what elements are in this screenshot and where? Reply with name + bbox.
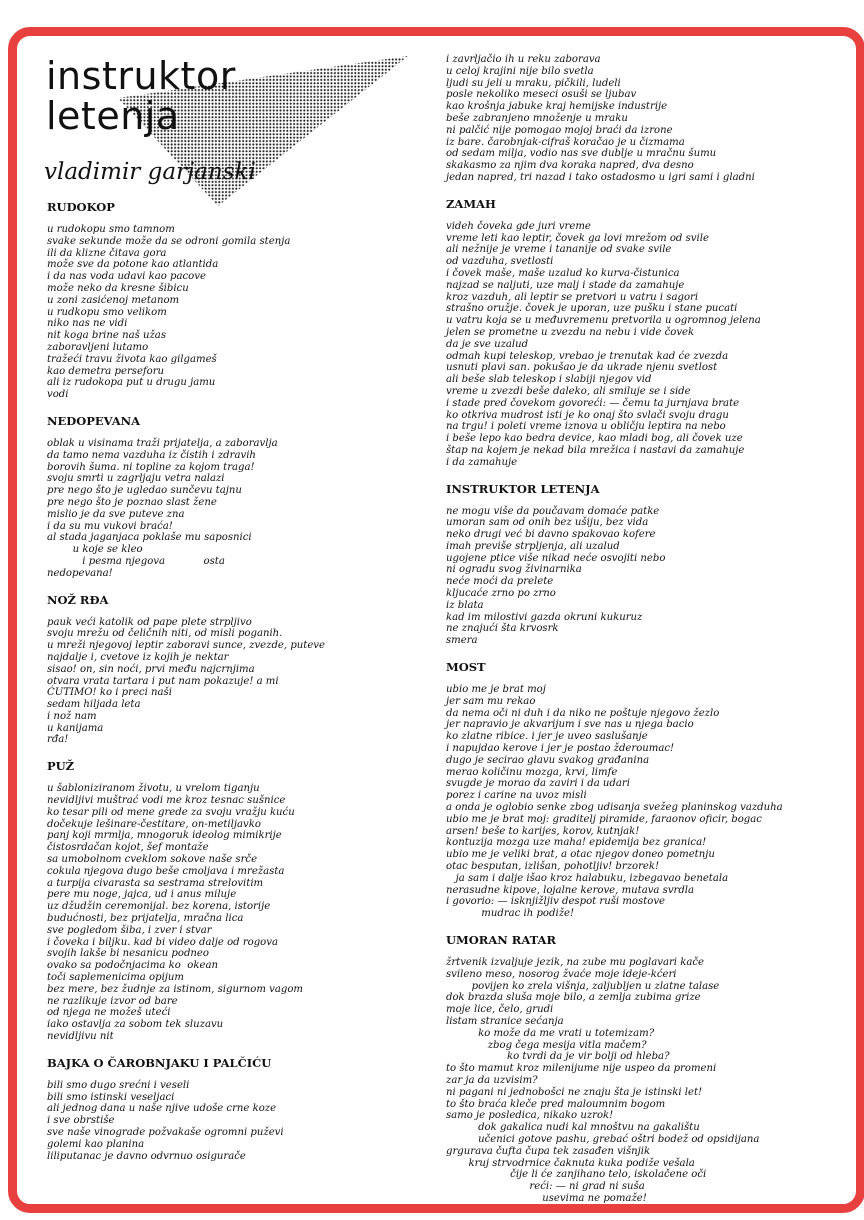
poem-body [47,438,325,580]
poem-line: može neko da kresne šibicu [47,282,189,294]
poem-line: nit koga brine naš užas [47,330,166,342]
poem-line: vreme leti kao leptir, čovek ga lovi mrežom od svile [446,232,709,244]
poem-line: ko tvrdi da je vir bolji od hleba? [446,1051,670,1063]
poem-line: ĆUTIMO! ko i preci naši [47,687,172,699]
poem-line: arsen! beše to karijes, korov, kutnjak! [446,825,640,837]
poem-line: i zavrljačio ih u reku zaborava [446,54,601,65]
poem-line: da tamo nema vazduha iz čistih i zdravih [47,449,256,461]
poem-line: kroz vazduh, ali leptir se pretvori u vatru i sagori [446,291,699,303]
poem-line: od vazduha, svetlosti [446,256,554,268]
poem-line: sve pogledom šiba, i zver i stvar [47,924,212,936]
poem-body [446,506,783,648]
poem-line: jer sam mu rekao [446,695,536,707]
poem-line: kontuzija mozga uze maha! epidemija bez granica! [446,837,707,849]
poem-line: ubio me je brat moj [446,684,546,696]
poem-title: UMORAN RATAR [446,933,557,947]
poem-line: ni palčić nije pomogao mojoj braći da izrone [446,124,673,136]
poem-line: ali beše slab teleskop i slabiji njegov vid [446,374,652,386]
poem-line: štap na kojem je nekad bila mrežica i nastavi da zamahuje [446,444,745,456]
poem-title: PUŽ [47,759,75,774]
poem-line: vreme u zvezdi beše daleko, ali smiluje se i side [446,385,691,397]
poem-line: strašno oružje. čovek je uporan, uze pušku i stane pucati [446,303,738,315]
poem-line: u šabloniziranom životu, u vrelom tiganju [47,783,260,795]
poem-line: iz blata [446,599,484,611]
poem-title: BAJKA O ČAROBNJAKU I PALČIĆU [47,1055,272,1070]
poem-body [446,957,783,1205]
poem-line: dočekuje lešinare-čestitare, on-metiljavko [47,818,261,830]
poem-line: od njega ne možeš uteći [47,1007,171,1019]
poem-line: nedopevana! [47,567,113,579]
poem-line: svoju smrti u zagrljaju vetra nalazi [47,473,225,485]
poem-line: svileno meso, nosorog žvaće moje ideje-kćeri [446,968,677,980]
poem-line: oblak u visinama traži prijatelja, a zaboravlja [47,437,278,449]
poem-line: samo je posledica, nikako uzrok! [446,1110,614,1122]
poem-line: umoran sam od onih bez ušiju, bez vida [446,517,649,529]
poem-line: žrtvenik izvaljuje jezik, na zube mu poglavari kače [446,957,705,968]
title-line-2: letenja [46,94,180,138]
poem-line: iako ostavlja za sobom tek sluzavu [47,1019,224,1031]
poem-line: uz džudžin ceremonijal. bez korena, istorije [47,901,271,913]
poem-line: svojih lakše bi nesanicu podneo [47,948,209,960]
poem-line: neće moći da prelete [446,576,554,588]
poem-line: sisao! on, sin noći, prvi među najcrnjima [47,663,255,675]
poem-title: INSTRUKTOR LETENJA [446,481,600,496]
poem-line: svugde je morao da zaviri i da udari [446,778,630,790]
poem-line: ni pagani ni jednobošci ne znaju šta je istinski let! [446,1086,703,1098]
poem-title: RUDOKOP [47,200,115,214]
poem-line: to što braća kleče pred maloumnim bogom [446,1098,666,1110]
poem-line: i čoveka i biljku. kad bi video dalje od rogova [47,936,278,948]
poem-line: posle nekoliko meseci osuši se ljubav [446,89,637,101]
poem-line: pauk veći katolik od pape plete strpljivo [47,616,252,628]
poem-line: ja sam i dalje išao kroz halabuku, izbegavao benetala [446,872,729,884]
poem-title: NEDOPEVANA [47,413,141,428]
poem-line: u kanijama [47,722,104,734]
poem-line: povijen ko zrela višnja, zaljubljen u zlatne talase [446,980,720,992]
poem-line: i govorio: — isknjižljiv despot ruši mostove [446,896,665,908]
poem-line: da nema oči ni duh i da niko ne poštuje njegovo žezlo [446,707,720,719]
poem-line: budućnosti, bez prijatelja, mračna lica [47,913,244,925]
poem-line: sedam hiljada leta [47,699,141,711]
poem-line: ne znajući šta krvosrk [446,623,559,635]
poem-line: najdalje i, cvetove iz kojih je nektar [47,651,229,663]
poem-line: i čovek maše, maše uzalud ko kurva-čistunica [446,267,680,279]
poem-line: ljudi su jeli u mraku, pičkili, ludeli [446,77,621,89]
poem-line: rđa! [47,734,69,746]
title-line-1: instruktor [46,54,236,98]
poem-line: smera [446,635,478,647]
poem-line: dok gakalica nudi kal mnoštvu na gakalištu [446,1122,700,1134]
poem-line: listam stranice sećanja [446,1015,564,1027]
poem-line: ne razlikuje izvor od bare [47,995,178,1007]
poem-line: kljucaće zrno po zrno [446,588,556,600]
poem-line: al stada jaganjaca poklaše mu saposnici [47,532,252,544]
poem-line: jedan napred, tri nazad i tako ostadosmo u igri sami i gladni [446,171,755,183]
poem-line: borovih šuma. ni topline za kojom traga! [47,461,255,473]
poem-line: i pesma njegova osta [47,555,225,567]
poem-line: i stade pred čovekom govoreći: — čemu ta jurnjava brate [446,397,740,409]
poem-line: otvara vrata tartara i put nam pokazuje! a mi [47,675,279,687]
poem-body [446,221,783,469]
poem-body [47,1080,325,1163]
poem-line: najzad se naljuti, uze malj i stade da zamahuje [446,279,685,291]
poem-line: i da su mu vukovi braća! [47,520,173,532]
poem-line: učenici gotove pashu, grebać oštri bodež od opsidijana [446,1133,760,1145]
poem-line: u rudokopu smo tamnom [47,224,175,235]
poem-line: na trgu! i poleti vreme iznova u obličju leptira na nebo [446,421,726,433]
poem-line: ne mogu više da poučavam domaće patke [446,505,660,517]
poem-line: ko može da me vrati u totemizam? [446,1027,655,1039]
poem-body [446,684,783,920]
poem-line: toči saplemenicima opijum [47,972,185,984]
poem-line: nerasudne kipove, lojalne kerove, mutava svrdla [446,884,695,896]
poem-line: i napujdao kerove i jer je postao žderoumac! [446,743,675,755]
poem-line: porez i carine na uvoz misli [446,790,587,802]
poem-line: u mreži njegovoj leptir zaboravi sunce, zvezde, puteve [47,640,325,652]
poem-line: u celoj krajini nije bilo svetla [446,65,594,77]
poem-line: pere mu noge, jajca, ud i anus miluje [47,889,237,901]
poem-line: kao krošnja jabuke kraj hemijske industrije [446,101,668,113]
poem-line: u vatru koja se u međuvremenu pretvorila u ogromnog jelena [446,315,761,327]
poem-line: pre nego što je poznao slast žene [47,496,217,508]
poem-line: ko zlatne ribice. i jer je uveo saslušanje [446,731,648,743]
poem-line: usnuti plavi san. pokušao je da ukrade njenu svetlost [446,362,718,374]
poem-title: ZAMAH [446,196,496,211]
poem-line: ali nežnije je vreme i tananije od svake svile [446,244,672,256]
poem-line: i beše lepo kao bedra device, kao mladi bog, ali čovek uze [446,433,743,445]
poem-line: niko nas ne vidi [47,318,128,330]
poem-line: beše zabranjeno množenje u mraku [446,112,628,124]
poem-line: bili smo dugo srećni i veseli [47,1079,190,1091]
poem-line: jelen se prometne u zvezdu na nebu i vide čovek [446,326,695,338]
poem-line: vodi [47,389,69,401]
poem-line: skakasmo za njim dva koraka napred, dva desno [446,160,694,172]
poem-line: od sedam milja, vodio nas sve dublje u mračnu šumu [446,148,717,160]
poem-line: pre nego što je ugledao sunčevu tajnu [47,485,242,497]
poem-line: liliputanac je davno odvrnuo osigurače [47,1150,246,1162]
poem-line: sa umobolnom cveklom sokove naše srče [47,854,258,866]
poem-line: i da nas voda udavi kao pacove [47,271,206,283]
poem-line: jer napravio je akvarijum i sve nas u njega bacio [446,719,694,731]
poem-line: bili smo istinski veseljaci [47,1091,175,1103]
poem-line: mudrac ih podiže! [446,908,575,920]
poem-line: kruj strvodrnice čaknuta kuka podiže vešala [446,1157,695,1169]
left-column [47,200,325,1162]
poem-line: bez mere, bez žudnje za istinom, sigurnom vagom [47,983,303,995]
poem-line: nevidljivi muštrać vodi me kroz tesnac sušnice [47,795,286,807]
poem-line: i da zamahuje [446,456,518,468]
poem-line: da je sve uzalud [446,338,529,350]
poem-line: čistosrdačan kojot, šef montaže [47,842,209,854]
poem-line: ubio me je brat moj: graditelj piramide, faraonov oficir, bogac [446,813,762,825]
poem-line: ali jednog dana u naše njive udoše crne koze [47,1103,277,1115]
poem-line: može sve da potone kao atlantida [47,259,219,271]
poem-body [47,617,325,747]
poem-line: u zoni zasićenoj metanom [47,294,180,306]
poem-line: cokula njegova dugo beše cmoljava i mrežasta [47,865,285,877]
poem-line: i sve obrstiše [47,1115,115,1127]
poem-line: nevidljivu nit [47,1031,114,1043]
poem-line: odmah kupi teleskop, vrebao je trenutak kad će zvezda [446,350,729,362]
poem-line: a turpija civarasta sa sestrama strelovitim [47,877,264,889]
poem-line: kao demetra perseforu [47,365,165,377]
poem-line: merao količinu mozga, krvi, limfe [446,766,618,778]
poem-line: grgurava čufta čupa tek zasađen višnjik [446,1145,651,1157]
poem-title: NOŽ RĐA [47,592,109,607]
poem-line: u koje se kleo [47,544,143,556]
poem-line: zaboravljeni lutamo [47,341,149,353]
poem-line: sve naše vinograde požvakaše ogromni puževi [47,1127,284,1138]
poem-line: neko drugi već bi davno spakovao kofere [446,529,656,541]
poem-title: MOST [446,660,486,675]
poem-line: mislio je da sve puteve zna [47,508,185,520]
poem-body [446,54,783,184]
poem-line: ugojene ptice više nikad neće osvojiti nebo [446,552,666,564]
poem-line: u rudkopu smo velikom [47,306,167,318]
poem-line: to što mamut kroz milenijume nije uspeo da promeni [446,1063,717,1075]
poem-line: dugo je secirao glavu svakog građanina [446,754,650,766]
poem-line: kad im milostivi gazda okruni kukuruz [446,611,643,623]
poem-line: videh čoveka gde juri vreme [446,220,591,232]
poem-line: zbog čega mesija vitla mačem? [446,1039,647,1051]
poem-line: golemi kao planina [47,1138,145,1150]
poem-line: svake sekunde može da se odroni gomila stenja [47,235,291,247]
poem-line: moje lice, čelo, grudi [446,1004,554,1016]
poem-line: tražeći travu života kao gilgameš [47,353,217,365]
poem-line: a onda je oglobio senke zbog udisanja svežeg planinskog vazduha [446,802,783,814]
poem-line: ovako sa podočnjacima ko okean [47,960,218,972]
poem-line: svoju mrežu od čeličnih niti, od misli poganih. [47,628,283,640]
poem-line: otac besputan, izlišan, pohotljiv! brzorek! [446,861,660,873]
poem-line: ali iz rudokopa put u drugu jamu [47,377,216,389]
poem-line: čije li će zanjihano telo, iskolačene oči [446,1169,707,1181]
poem-line: ubio me je veliki brat, a otac njegov doneo pometnju [446,849,715,861]
poem-line: iz bare. čarobnjak-cifraš koračao je u čizmama [446,136,685,148]
poem-line: imah previše strpljenja, ali uzalud [446,540,620,552]
poem-body [47,783,325,1043]
poem-line: reći: — ni grad ni suša [446,1181,645,1193]
poem-line: i nož nam [47,710,97,722]
author-name: vladimir garjanski [44,159,256,185]
poem-line: dok brazda sluša moje bilo, a zemlja zubima grize [446,992,701,1004]
poem-line: zar ja da uzvisim? [446,1074,538,1086]
poem-line: ko tesar pili od mene grede za svoju vražju kuću [47,806,295,818]
poem-line: ili da klizne čitava gora [47,247,167,259]
right-column [446,54,783,1205]
poem-line: usevima ne pomaže! [446,1192,647,1204]
poem-line: panj koji mrmlja, mnogoruk ideolog mimikrije [47,830,282,842]
poem-body [47,224,325,401]
page-title [46,56,236,136]
poem-line: ko otkriva mudrost isti je ko onaj što svlači svoju dragu [446,409,729,421]
poem-line: ni ogradu svog živinarnika [446,564,582,576]
